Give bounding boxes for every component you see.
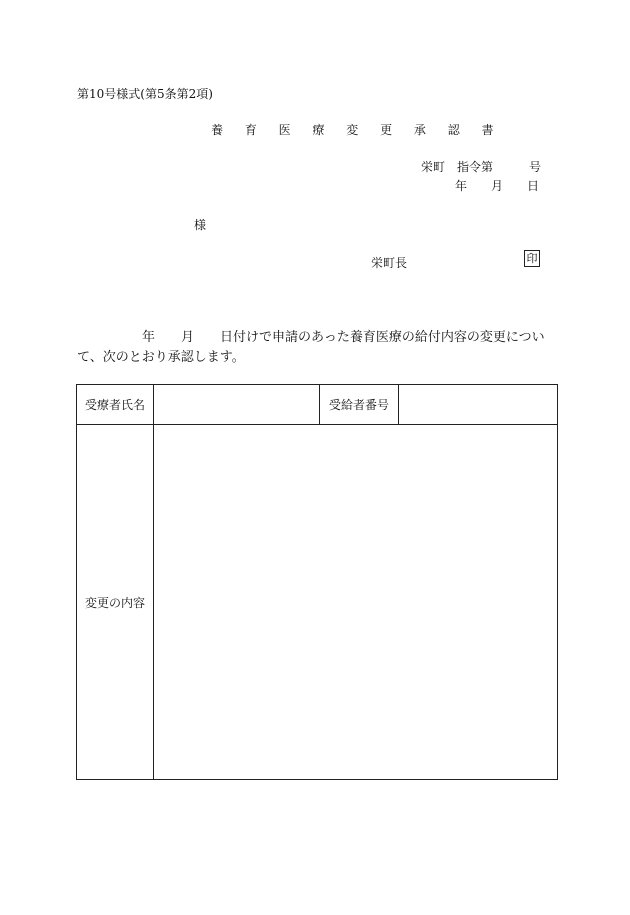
- recipient-number-field[interactable]: [399, 385, 558, 425]
- document-title: 養 育 医 療 変 更 承 認 書: [211, 123, 503, 137]
- recipient-number-label: 受給者番号: [320, 385, 399, 425]
- change-content-field[interactable]: [154, 425, 558, 780]
- table-row: [77, 385, 558, 425]
- table-row: [77, 425, 558, 780]
- change-content-label: 変更の内容: [77, 425, 154, 780]
- form-number: 第10号様式(第5条第2項): [77, 87, 213, 101]
- issue-date: 年 月 日: [455, 179, 540, 193]
- approval-statement: 年 月 日付けで申請のあった養育医療の給付内容の変更について、次のとおり承認します。: [77, 330, 545, 365]
- issuer-number: 栄町 指令第 号: [421, 160, 542, 174]
- addressee-honorific: 様: [194, 218, 207, 232]
- mayor-title: 栄町長: [371, 256, 408, 270]
- patient-name-field[interactable]: [154, 385, 320, 425]
- change-approval-table: [76, 384, 558, 780]
- patient-name-label: 受療者氏名: [77, 385, 154, 425]
- seal-stamp: 印: [524, 250, 540, 267]
